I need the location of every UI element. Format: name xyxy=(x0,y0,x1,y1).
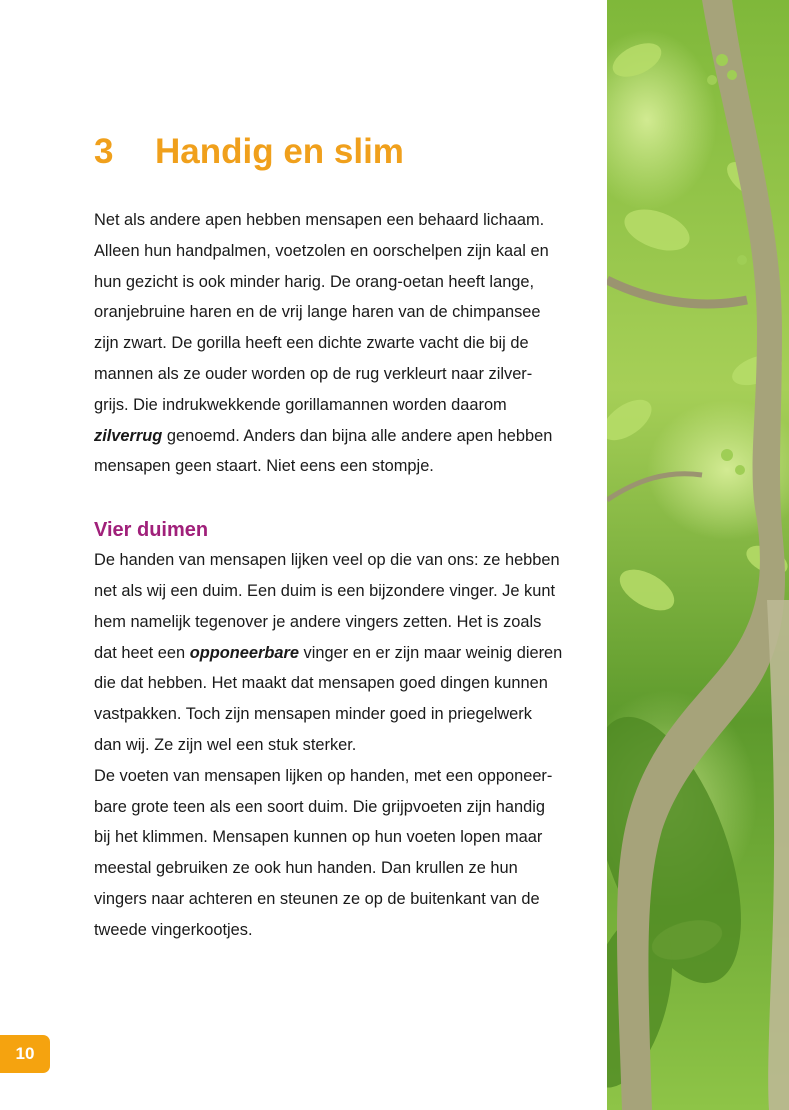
section-paragraph-1 xyxy=(94,545,589,761)
text-line: Alleen hun handpalmen, voetzolen en oorschelpen zijn kaal en xyxy=(94,241,549,260)
text-line: grijs. Die indrukwekkende gorillamannen worden daarom xyxy=(94,395,507,414)
chapter-title xyxy=(94,128,589,176)
text-line: hem namelijk tegenover je andere vingers zetten. Het is zoals xyxy=(94,612,542,631)
text-line: tweede vingerkootjes. xyxy=(94,920,253,939)
text-line: De voeten van mensapen lijken op handen, met een opponeer- xyxy=(94,766,553,785)
chapter-title-text: Handig en slim xyxy=(155,132,404,171)
text-fragment: dat heet een xyxy=(94,643,190,662)
text-line: dan wij. Ze zijn wel een stuk sterker. xyxy=(94,735,357,754)
text-line: Net als andere apen hebben mensapen een behaard lichaam. xyxy=(94,211,545,229)
text-line: vastpakken. Toch zijn mensapen minder goed in priegelwerk xyxy=(94,705,532,724)
text-line: bij het klimmen. Mensapen kunnen op hun voeten lopen maar xyxy=(94,828,543,847)
foliage-photo xyxy=(607,0,789,1110)
text-line: meestal gebruiken ze ook hun handen. Dan krullen ze hun xyxy=(94,859,518,878)
text-line: vingers naar achteren en steunen ze op de buitenkant van de xyxy=(94,889,540,908)
section-heading: Vier duimen xyxy=(94,519,209,542)
text-line: hun gezicht is ook minder harig. De orang-oetan heeft lange, xyxy=(94,272,535,291)
page-number-badge: 10 xyxy=(0,1035,50,1073)
text-line: oranjebruine haren en de vrij lange haren van de chimpansee xyxy=(94,303,541,322)
text-line: mannen als ze ouder worden op de rug verkleurt naar zilver- xyxy=(94,364,533,383)
text-fragment: vinger en er zijn maar weinig dieren xyxy=(299,643,563,662)
intro-paragraph xyxy=(94,205,589,482)
text-line: bare grote teen als een soort duim. Die grijpvoeten zijn handig xyxy=(94,797,546,816)
text-line: mensapen geen staart. Niet eens een stompje. xyxy=(94,457,434,476)
text-line: net als wij een duim. Een duim is een bijzondere vinger. Je kunt xyxy=(94,581,556,600)
chapter-number: 3 xyxy=(94,132,114,171)
text-line xyxy=(94,638,589,669)
term-opponeerbare: opponeerbare xyxy=(189,643,299,662)
term-zilverrug: zilverrug xyxy=(94,426,163,445)
text-fragment: genoemd. Anders dan bijna alle andere apen hebben xyxy=(162,426,553,445)
section-paragraph-2 xyxy=(94,761,589,946)
text-line: die dat hebben. Het maakt dat mensapen goed dingen kunnen xyxy=(94,674,548,693)
text-line xyxy=(94,421,589,452)
text-line: zijn zwart. De gorilla heeft een dichte zwarte vacht die bij de xyxy=(94,334,529,353)
text-line: De handen van mensapen lijken veel op die van ons: ze hebben xyxy=(94,551,560,570)
text-column xyxy=(94,128,589,946)
